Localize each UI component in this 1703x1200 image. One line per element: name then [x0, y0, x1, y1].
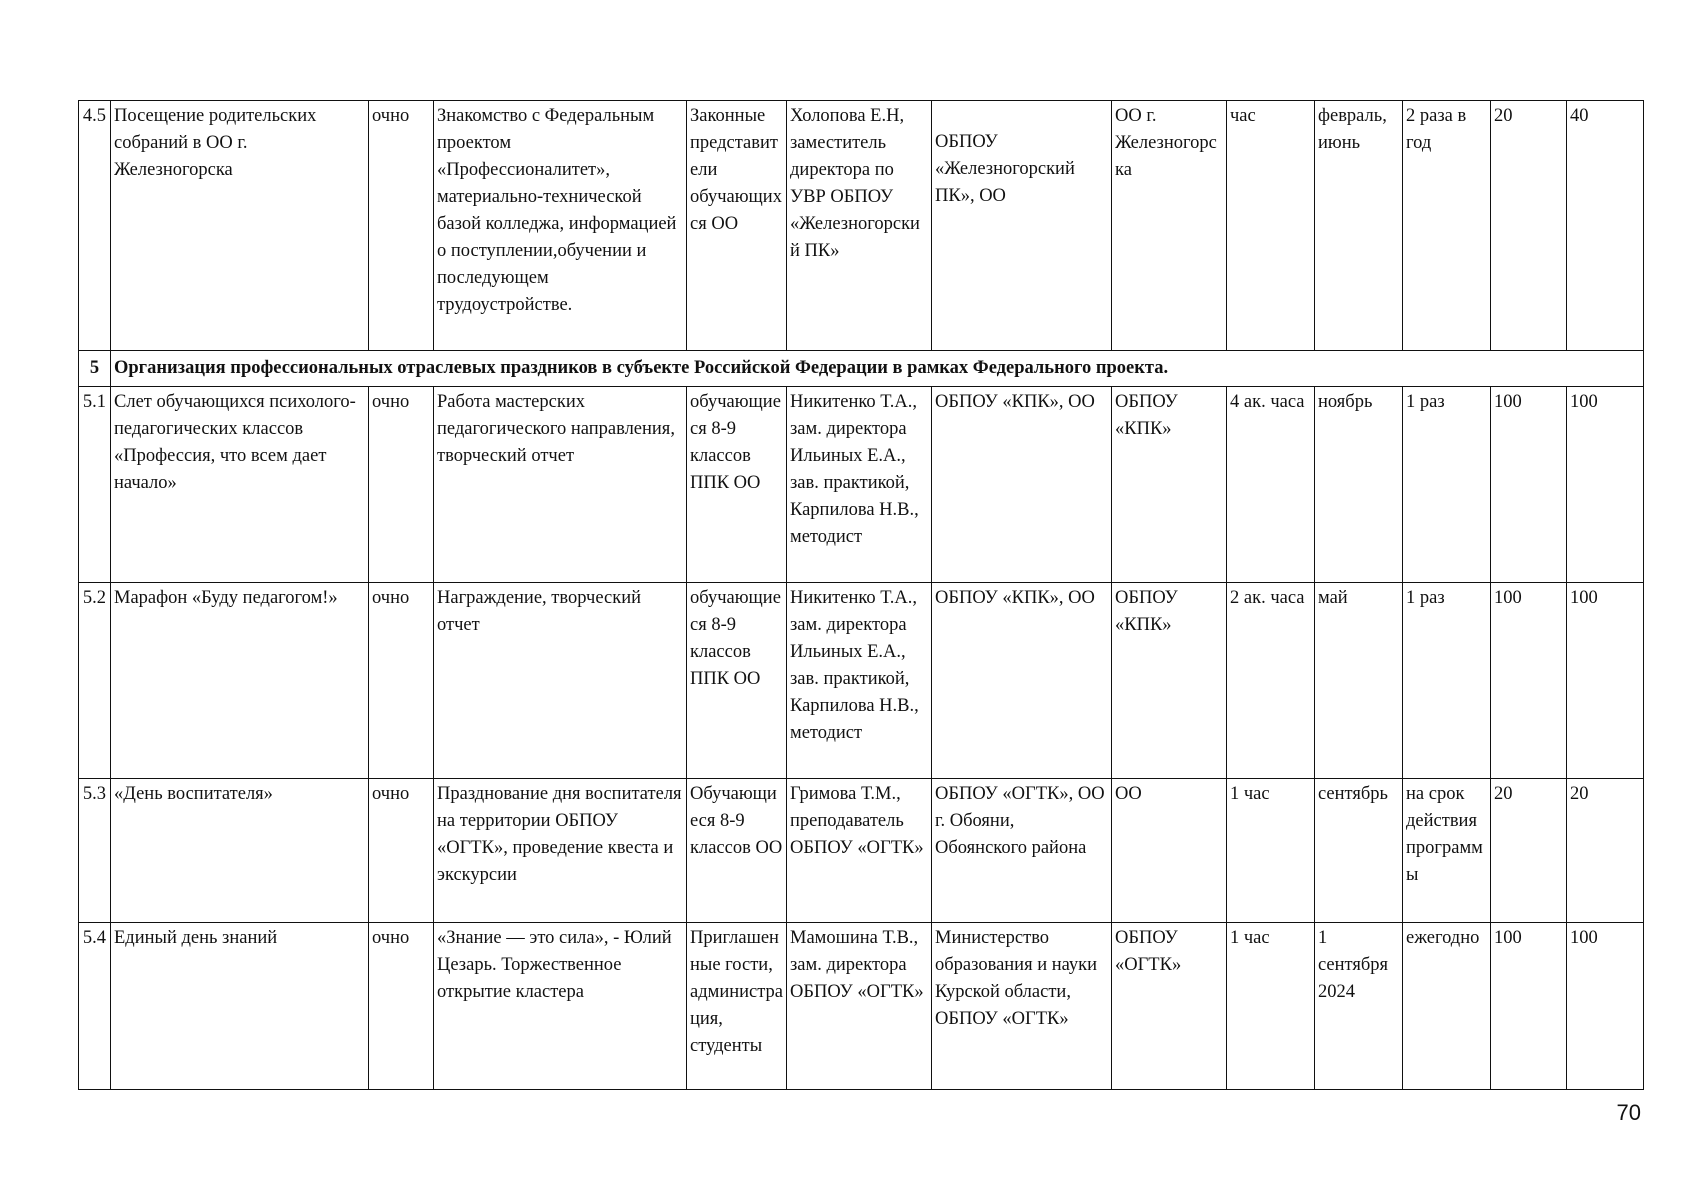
- participant-count: 100: [1491, 387, 1567, 583]
- event-name: Марафон «Буду педагогом!»: [111, 583, 369, 779]
- page-number: 70: [1616, 1100, 1641, 1125]
- event-period: май: [1315, 583, 1403, 779]
- event-organizer: ОБПОУ «Железногорский ПК», ОО: [932, 101, 1112, 351]
- event-form: очно: [369, 923, 434, 1090]
- row-number: 5.2: [79, 583, 111, 779]
- event-content: Празднование дня воспитателя на территории ОБПОУ «ОГТК», проведение квеста и экскурсии: [434, 779, 687, 923]
- participant-count: 100: [1491, 923, 1567, 1090]
- participant-total: 20: [1567, 779, 1644, 923]
- section-row: [79, 351, 1644, 387]
- row-number: 5.1: [79, 387, 111, 583]
- event-frequency: 1 раз: [1403, 387, 1491, 583]
- event-organizer: ОБПОУ «ОГТК», ОО г. Обояни, Обоянского района: [932, 779, 1112, 923]
- event-organizer: ОБПОУ «КПК», ОО: [932, 387, 1112, 583]
- event-responsible: Мамошина Т.В., зам. директора ОБПОУ «ОГТК»: [787, 923, 932, 1090]
- event-name: Слет обучающихся психолого-педагогических классов «Профессия, что всем дает начало»: [111, 387, 369, 583]
- event-content: Работа мастерских педагогического направления, творческий отчет: [434, 387, 687, 583]
- event-frequency: 2 раза в год: [1403, 101, 1491, 351]
- event-period: февраль, июнь: [1315, 101, 1403, 351]
- event-duration: 1 час: [1227, 779, 1315, 923]
- event-frequency: 1 раз: [1403, 583, 1491, 779]
- row-number: 5.4: [79, 923, 111, 1090]
- participant-total: 100: [1567, 923, 1644, 1090]
- table-row: [79, 387, 1644, 583]
- event-form: очно: [369, 583, 434, 779]
- event-period: сентябрь: [1315, 779, 1403, 923]
- event-name: Единый день знаний: [111, 923, 369, 1090]
- event-content: Награждение, творческий отчет: [434, 583, 687, 779]
- event-frequency: на срок действия программы: [1403, 779, 1491, 923]
- event-participants: Законные представители обучающихся ОО: [687, 101, 787, 351]
- event-form: очно: [369, 779, 434, 923]
- table-row: [79, 779, 1644, 923]
- event-name: Посещение родительских собраний в ОО г. Железногорска: [111, 101, 369, 351]
- event-frequency: ежегодно: [1403, 923, 1491, 1090]
- section-title: Организация профессиональных отраслевых праздников в субъекте Российской Федерации в рамках Федерального проекта.: [111, 351, 1644, 387]
- event-duration: 4 ак. часа: [1227, 387, 1315, 583]
- participant-count: 20: [1491, 101, 1567, 351]
- table-row: [79, 923, 1644, 1090]
- table-row: [79, 101, 1644, 351]
- event-duration: 2 ак. часа: [1227, 583, 1315, 779]
- event-venue: ОО г. Железногорска: [1112, 101, 1227, 351]
- event-form: очно: [369, 387, 434, 583]
- event-venue: ОБПОУ «ОГТК»: [1112, 923, 1227, 1090]
- event-organizer: ОБПОУ «КПК», ОО: [932, 583, 1112, 779]
- event-duration: час: [1227, 101, 1315, 351]
- event-content: «Знание — это сила», - Юлий Цезарь. Торжественное открытие кластера: [434, 923, 687, 1090]
- event-organizer: Министерство образования и науки Курской области, ОБПОУ «ОГТК»: [932, 923, 1112, 1090]
- participant-total: 100: [1567, 583, 1644, 779]
- participant-count: 100: [1491, 583, 1567, 779]
- event-venue: ОО: [1112, 779, 1227, 923]
- event-participants: Обучающиеся 8-9 классов ОО: [687, 779, 787, 923]
- event-participants: обучающиеся 8-9 классов ППК ОО: [687, 583, 787, 779]
- event-responsible: Никитенко Т.А., зам. директора Ильиных Е.А., зав. практикой, Карпилова Н.В., методист: [787, 583, 932, 779]
- participant-total: 100: [1567, 387, 1644, 583]
- event-participants: обучающиеся 8-9 классов ППК ОО: [687, 387, 787, 583]
- row-number: 5.3: [79, 779, 111, 923]
- event-duration: 1 час: [1227, 923, 1315, 1090]
- event-form: очно: [369, 101, 434, 351]
- event-name: «День воспитателя»: [111, 779, 369, 923]
- event-responsible: Никитенко Т.А., зам. директора Ильиных Е.А., зав. практикой, Карпилова Н.В., методист: [787, 387, 932, 583]
- event-period: ноябрь: [1315, 387, 1403, 583]
- row-number: 4.5: [79, 101, 111, 351]
- table-row: [79, 583, 1644, 779]
- section-number: 5: [79, 351, 111, 387]
- plan-table: [78, 100, 1644, 1090]
- event-venue: ОБПОУ «КПК»: [1112, 387, 1227, 583]
- event-venue: ОБПОУ «КПК»: [1112, 583, 1227, 779]
- event-period: 1 сентября 2024: [1315, 923, 1403, 1090]
- event-content: Знакомство с Федеральным проектом «Профессионалитет», материально-технической базой колледжа, информацией о поступлении,обучении и последующем трудоустройстве.: [434, 101, 687, 351]
- participant-total: 40: [1567, 101, 1644, 351]
- event-participants: Приглашенные гости, администрация, студенты: [687, 923, 787, 1090]
- participant-count: 20: [1491, 779, 1567, 923]
- event-responsible: Холопова Е.Н, заместитель директора по УВР ОБПОУ «Железногорский ПК»: [787, 101, 932, 351]
- event-responsible: Гримова Т.М., преподаватель ОБПОУ «ОГТК»: [787, 779, 932, 923]
